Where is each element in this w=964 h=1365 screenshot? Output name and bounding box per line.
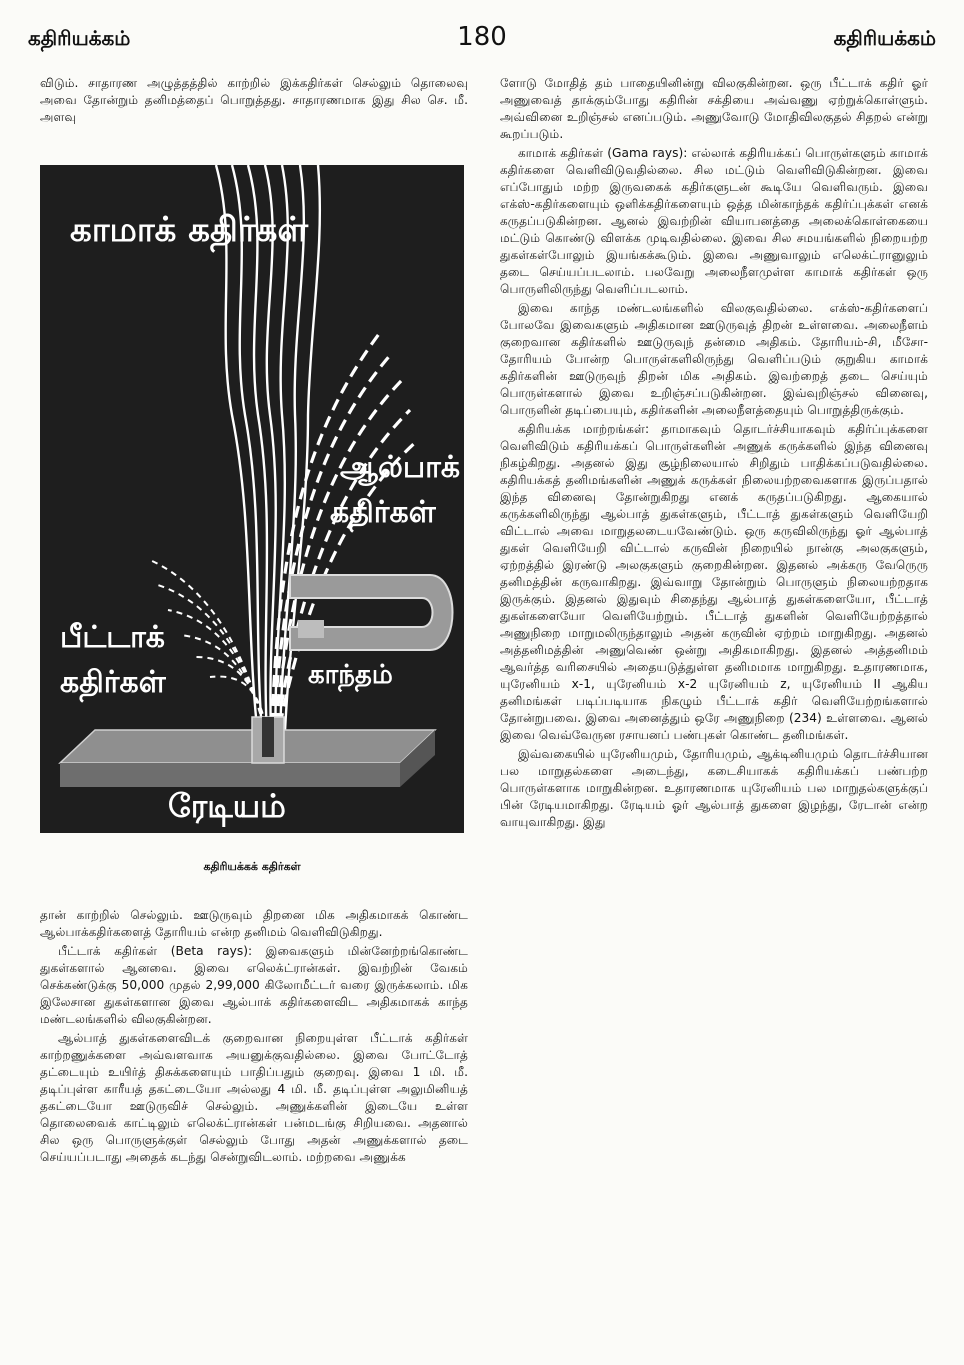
left-column-bottom: [40, 907, 468, 1168]
page-header: [28, 20, 936, 60]
paragraph: ளோடு மோதித் தம் பாதையினின்று விலகுகின்றன. ஒரு பீட்டாக் கதிர் ஓர் அணுவைத் தாக்கும்போது கதிரின் சக்தியை அவ்வணு ஏற்றுக்கொள்ளும். அவ்வினை உறிஞ்சல் எனப்படும். அணுவோடு மோதிவிலகுதல் சிதறல் என்று கூறப்படும்.: [500, 76, 928, 141]
paragraph: இவை காந்த மண்டலங்களில் விலகுவதில்லை. எக்ஸ்-கதிர்களைப் போலவே இவைகளும் அதிகமான ஊடுருவுத் திறன் உள்ளவை. அலைநீளம் குறைவான கதிர்களில் ஊடுருவுந் தன்மை அதிகம். தோரியம்-சி, மீசோ-தோரியம் போன்ற பொருள்களிலிருந்து வெளிப்படும் குறுகிய காமாக் கதிர்களின் ஊடுருவுந் திறன் மிக அதிகம். இவற்றைத் தடை செய்யும் பொருள்களால் இவை உறிஞ்சப்படுகின்றன. இவ்வுறிஞ்சல் வினைவு, பொருளின் தடிப்பையும், கதிர்களின் அலைநீளத்தையும் பொறுத்திருக்கும்.: [500, 301, 928, 417]
figure-caption: கதிரியக்கக் கதிர்கள்: [203, 860, 301, 873]
left-column-top: [40, 75, 468, 128]
beta-rays-label-line1: பீட்டாக்: [60, 620, 165, 655]
paragraph: விடும். சாதாரண அழுத்தத்தில் காற்றில் இக்கதிர்கள் செல்லும் தொலைவு அவை தோன்றும் தனிமத்தைப் பொறுத்தது. சாதாரணமாக இது சில செ. மீ. அளவு: [40, 76, 468, 124]
gamma-rays-label: காமாக் கதிர்கள்: [70, 210, 309, 250]
alpha-rays-label-line1: ஆல்பாக்: [340, 450, 461, 485]
page-number: 180: [457, 22, 507, 52]
alpha-rays-label-line2: கதிர்கள்: [330, 495, 436, 530]
beta-rays-label-line2: கதிர்கள்: [60, 665, 166, 700]
paragraph: ஆல்பாத் துகள்களைவிடக் குறைவான நிறையுள்ள பீட்டாக் கதிர்கள் காற்றணுக்களை அவ்வளவாக அயனுக்குவதில்லை. இவை போட்டோத் தட்டையும் உயிர்த் திசுக்களையும் பாதிப்பதும் குறைவு. இவை 1 மி. மீ. தடிப்புள்ள காரீயத் தகட்டையோ அல்லது 4 மி. மீ. தடிப்புள்ள அலுமினியத் தகட்டையோ ஊடுருவிச் செல்லும். அணுக்களின் இடையே உள்ள தொலைவைக் காட்டிலும் எலெக்ட்ரான்கள் பன்மடங்கு சிறியவை. அதனால் சில ஒரு பொருளுக்குள் செல்லும் போது அதன் அணுக்களால் தடை செய்யப்படாது அதைக் கடந்து சென்றுவிடலாம். மற்றவை அணுக்க: [40, 1031, 468, 1164]
radioactive-rays-figure: [40, 165, 464, 833]
paragraph: காமாக் கதிர்கள் (Gama rays): எல்லாக் கதிரியக்கப் பொருள்களும் காமாக் கதிர்களை வெளிவிடுவதில்லை. சில மட்டும் வெளிவிடுகின்றன. இவை எப்போதும் மற்ற இருவகைக் கதிர்களுடன் கூடியே வெளிவரும். இவை எக்ஸ்-கதிர்களையும் ஒளிக்கதிர்களையும் ஒத்த மின்காந்தக் கதிர்ப்புக்கள் எனக் கருதப்படுகின்றன. ஆனல் இவற்றின் வியாபனத்தை அலைக்கொள்கையை மட்டும் கொண்டு விளக்க முடிவதில்லை. இவை சில சமயங்களில் நிறையற்ற துகள்கள்போலும் இயங்கக்கூடும். இவை அணுவாலும் எலெக்ட்ரானுலும் தடை செய்யப்படலாம். பலவேறு அலைநீளமுள்ள காமாக் கதிர்கள் ஒரு பொருளிலிருந்து வெளிப்படலாம்.: [500, 146, 928, 296]
paragraph: கதிரியக்க மாற்றங்கள்: தாமாகவும் தொடர்ச்சியாகவும் கதிர்ப்புக்களை வெளிவிடும் கதிரியக்கப் பொருள்களின் அணுக் கருக்களில் இந்த வினைவு நிகழ்கிறது. அதனல் இது சூழ்நிலையால் சிறிதும் பாதிக்கப்படுவதில்லை. கதிரியக்கத் தனிமங்களின் அணுக் கருக்கள் நிலையற்றவைகளாக இருப்பதால் இந்த வினைவு தோன்றுகிறது எனக் கருதப்படுகிறது. ஆகையால் கருக்களிலிருந்து ஆல்பாத் துகள்களும், பீட்டாத் துகள்களும் வெளியேறி விட்டால் அவை மாறுதலடையவேண்டும். ஒரு கருவிலிருந்து ஓர் ஆல்பாத் துகள் வெளியேறி விட்டால் கருவின் நிறையில் நான்கு அலகுகளும், ஏற்றத்தில் இரண்டு அலகுகளும் குறைகின்றன. இதனல் அக்கரு வேருெரு தனிமத்தின் கருவாகிறது. இவ்வாறு தோன்றும் பொருளும் நிலையற்றதாக இருக்கும். இதனல் இதுவும் சிதைந்து ஆல்பாத் துகள்களையோ, பீட்டாத் துகள்களையோ வெளியேற்றும். பீட்டாத் துகளின் வெளியேற்றத்தால் அணுநிறை மாறுமலிருந்தாலும் அதன் கருவின் ஏற்றம் மாறுகிறது. அதனல் அத்தனிமத்தின் அணுவெண் ஒன்று அதிகமாகிறது. இதனல் அத்தனிமம் ஆவர்த்த வரிசையில் அதையடுத்துள்ள தனிமமாக மாறுகிறது. உதாரணமாக, யுரேனியம் x-1, யுரேனியம் x-2 யுரேனியம் z, யுரேனியம் II ஆகிய தனிமங்கள் படிப்படியாக நிகழும் பீட்டாக் கதிர் வெளியேற்றங்களால் தோன்றுபவை. இவை அனைத்தும் ஒரே அணுநிறை (234) உள்ளவை. ஆனல் இவை வெவ்வேருன ரசாயனப் பண்புகள் கொண்ட தனிமங்கள்.: [500, 422, 928, 742]
header-right-title: கதிரியக்கம்: [833, 26, 936, 50]
paragraph: இவ்வகையில் யுரேனியமும், தோரியமும், ஆக்டினியமும் தொடர்ச்சியான பல மாறுதல்களை அடைந்து, கடைசியாகக் கதிரியக்கப் பண்பற்ற பொருள்களாக மாறுகின்றன. உதாரணமாக யுரேனியம் பல மாறுதல்களுக்குப் பின் ரேடியமாகிறது. ரேடியம் ஓர் ஆல்பாத் துகளை இழந்து, ரேடான் என்ற வாயுவாகிறது. இது: [500, 747, 928, 829]
paragraph: பீட்டாக் கதிர்கள் (Beta rays): இவைகளும் மின்னேற்றங்கொண்ட துகள்களால் ஆனவை. இவை எலெக்ட்ரான்கள். இவற்றின் வேகம் செக்கண்டுக்கு 50,000 முதல் 2,99,000 கிலோமீட்டர் வரை இருக்கலாம். மிக இலேசான துகள்களான இவை ஆல்பாக் கதிர்களைவிட அதிகமாகக் காந்த மண்டலங்களில் விலகுகின்றன.: [40, 944, 468, 1026]
paragraph: தான் காற்றில் செல்லும். ஊடுருவும் திறனை மிக அதிகமாகக் கொண்ட ஆல்பாக்கதிர்களைத் தோரியம் என்ற தனிமம் வெளிவிடுகிறது.: [40, 908, 468, 939]
radium-label: ரேடியம்: [168, 787, 286, 825]
header-left-title: கதிரியக்கம்: [28, 26, 131, 50]
magnet-label: காந்தம்: [308, 660, 393, 690]
right-column: [500, 75, 928, 833]
